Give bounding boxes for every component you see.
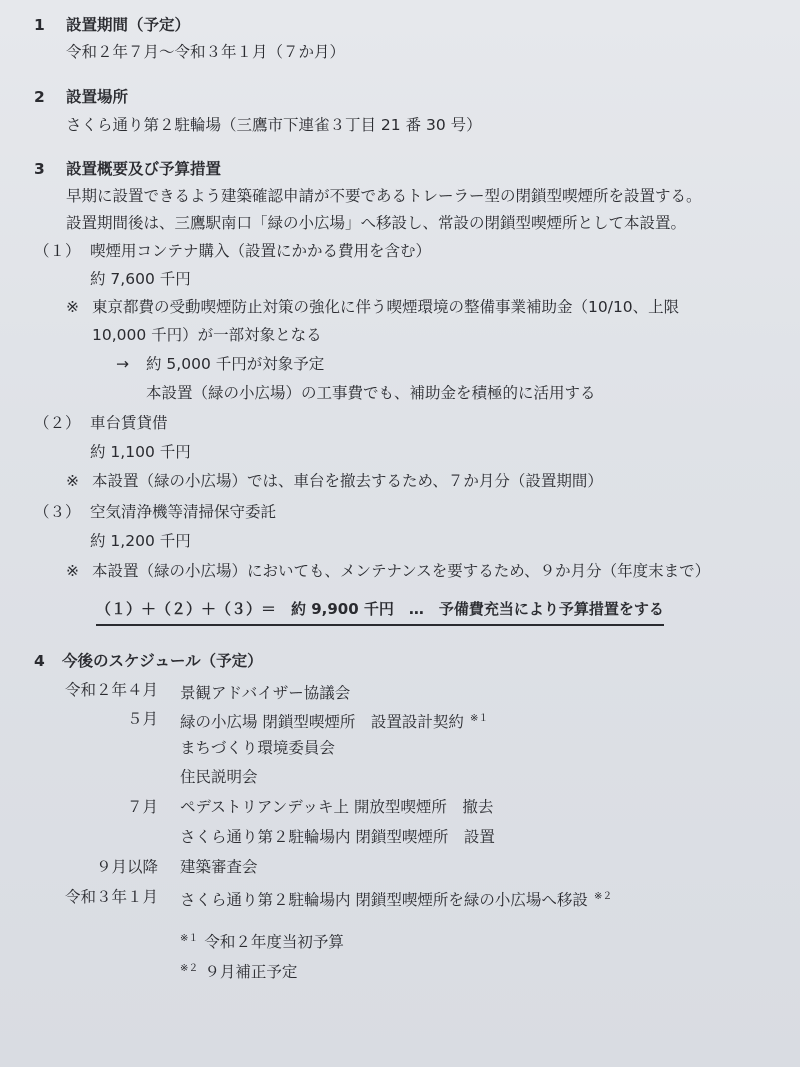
- schedule-date: ９月以降: [95, 858, 158, 876]
- item-3-amount: 約 1,200 千円: [90, 532, 191, 550]
- budget-total-line: （１）＋（２）＋（３）＝ 約 9,900 千円 … 予備費充当により予算措置をする: [96, 598, 664, 626]
- item-2-title: 車台賃貸借: [90, 414, 168, 432]
- item-1-note-line-2: 10,000 千円）が一部対象となる: [92, 326, 322, 344]
- section-1-body: 令和２年７月～令和３年１月（７か月）: [66, 43, 346, 61]
- item-2-note: 本設置（緑の小広場）では、車台を撤去するため、７か月分（設置期間）: [92, 472, 603, 490]
- section-2-number: 2: [34, 88, 45, 106]
- schedule-date: 令和３年１月: [64, 888, 158, 906]
- schedule-item: 緑の小広場 閉鎖型喫煙所 設置設計契約 $^{※1}$: [180, 713, 489, 732]
- item-1-title: 喫煙用コンテナ購入（設置にかかる費用を含む）: [90, 242, 432, 260]
- item-3-note-mark: ※: [66, 562, 79, 580]
- schedule-item: ペデストリアンデッキ上 開放型喫煙所 撤去: [180, 798, 494, 816]
- section-3-number: 3: [34, 160, 45, 178]
- item-3-title: 空気清浄機等清掃保守委託: [90, 503, 277, 521]
- section-3-paragraph-1: 早期に設置できるよう建築確認申請が不要であるトレーラー型の閉鎖型喫煙所を設置する。: [66, 187, 702, 205]
- item-1-amount: 約 7,600 千円: [90, 270, 191, 288]
- schedule-item: さくら通り第２駐輪場内 閉鎖型喫煙所 設置: [180, 828, 495, 846]
- schedule-item: まちづくり環境委員会: [180, 739, 335, 757]
- item-1-note-mark: ※: [66, 298, 79, 316]
- footnote: $^{※1}$ 令和２年度当初予算: [180, 933, 344, 952]
- section-2-title: 設置場所: [66, 88, 129, 106]
- schedule-date: ７月: [126, 798, 158, 816]
- item-1-arrow-text: 約 5,000 千円が対象予定: [146, 355, 325, 373]
- section-1-number: 1: [34, 16, 45, 34]
- section-1-title: 設置期間（予定）: [66, 16, 191, 34]
- item-1-note-line-1: 東京都費の受動喫煙防止対策の強化に伴う喫煙環境の整備事業補助金（10/10、上限: [92, 298, 680, 316]
- item-1-label: （１）: [34, 242, 81, 260]
- section-3-title: 設置概要及び予算措置: [66, 160, 222, 178]
- schedule-item: 住民説明会: [180, 768, 258, 786]
- item-3-note: 本設置（緑の小広場）においても、メンテナンスを要するため、９か月分（年度末まで）: [92, 562, 711, 580]
- section-3-paragraph-2: 設置期間後は、三鷹駅南口「緑の小広場」へ移設し、常設の閉鎖型喫煙所として本設置。: [66, 214, 687, 232]
- item-3-label: （３）: [34, 503, 81, 521]
- footnote: $^{※2}$ ９月補正予定: [180, 963, 298, 982]
- section-4-title: 今後のスケジュール（予定）: [62, 652, 263, 670]
- item-1-note-line-3: 本設置（緑の小広場）の工事費でも、補助金を積極的に活用する: [146, 384, 596, 402]
- section-4-number: 4: [34, 652, 45, 670]
- schedule-date: 令和２年４月: [64, 681, 158, 699]
- schedule-item: 景観アドバイザー協議会: [180, 684, 351, 703]
- item-2-note-mark: ※: [66, 472, 79, 490]
- arrow-icon: →: [116, 355, 129, 373]
- schedule-item: 建築審査会: [180, 858, 258, 876]
- schedule-date: ５月: [126, 710, 158, 728]
- item-2-label: （２）: [34, 414, 81, 432]
- schedule-item: さくら通り第２駐輪場内 閉鎖型喫煙所を緑の小広場へ移設 $^{※2}$: [180, 891, 613, 910]
- section-2-body: さくら通り第２駐輪場（三鷹市下連雀３丁目 21 番 30 号）: [66, 116, 482, 134]
- item-2-amount: 約 1,100 千円: [90, 443, 191, 461]
